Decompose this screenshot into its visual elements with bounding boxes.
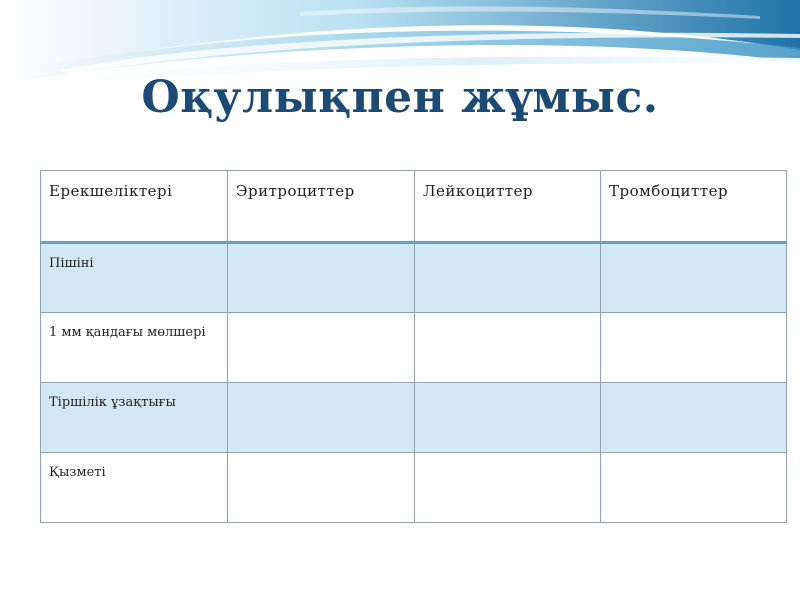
table-cell[interactable] (228, 383, 415, 453)
row-label-lifespan: Тіршілік ұзақтығы (41, 383, 228, 453)
table-cell[interactable] (601, 243, 787, 313)
row-label-shape: Пішіні (41, 243, 228, 313)
table-row (41, 313, 787, 383)
header-cell-thrombocytes: Тромбоциттер (601, 171, 787, 243)
slide-title: Оқулықпен жұмыс. (141, 72, 659, 123)
header-cell-leukocytes: Лейкоциттер (415, 171, 601, 243)
table-row (41, 453, 787, 523)
table-header-row (41, 171, 787, 243)
table-cell[interactable] (415, 243, 601, 313)
comparison-table-container (40, 170, 786, 523)
comparison-table (40, 170, 787, 523)
table-cell[interactable] (601, 313, 787, 383)
table-cell[interactable] (601, 453, 787, 523)
header-cell-features: Ерекшеліктері (41, 171, 228, 243)
table-row (41, 383, 787, 453)
table-cell[interactable] (228, 453, 415, 523)
table-cell[interactable] (415, 383, 601, 453)
table-cell[interactable] (415, 313, 601, 383)
table-cell[interactable] (415, 453, 601, 523)
table-cell[interactable] (601, 383, 787, 453)
table-row (41, 243, 787, 313)
header-cell-erythrocytes: Эритроциттер (228, 171, 415, 243)
row-label-amount: 1 мм қандағы мөлшері (41, 313, 228, 383)
table-cell[interactable] (228, 313, 415, 383)
row-label-function: Қызметі (41, 453, 228, 523)
table-cell[interactable] (228, 243, 415, 313)
